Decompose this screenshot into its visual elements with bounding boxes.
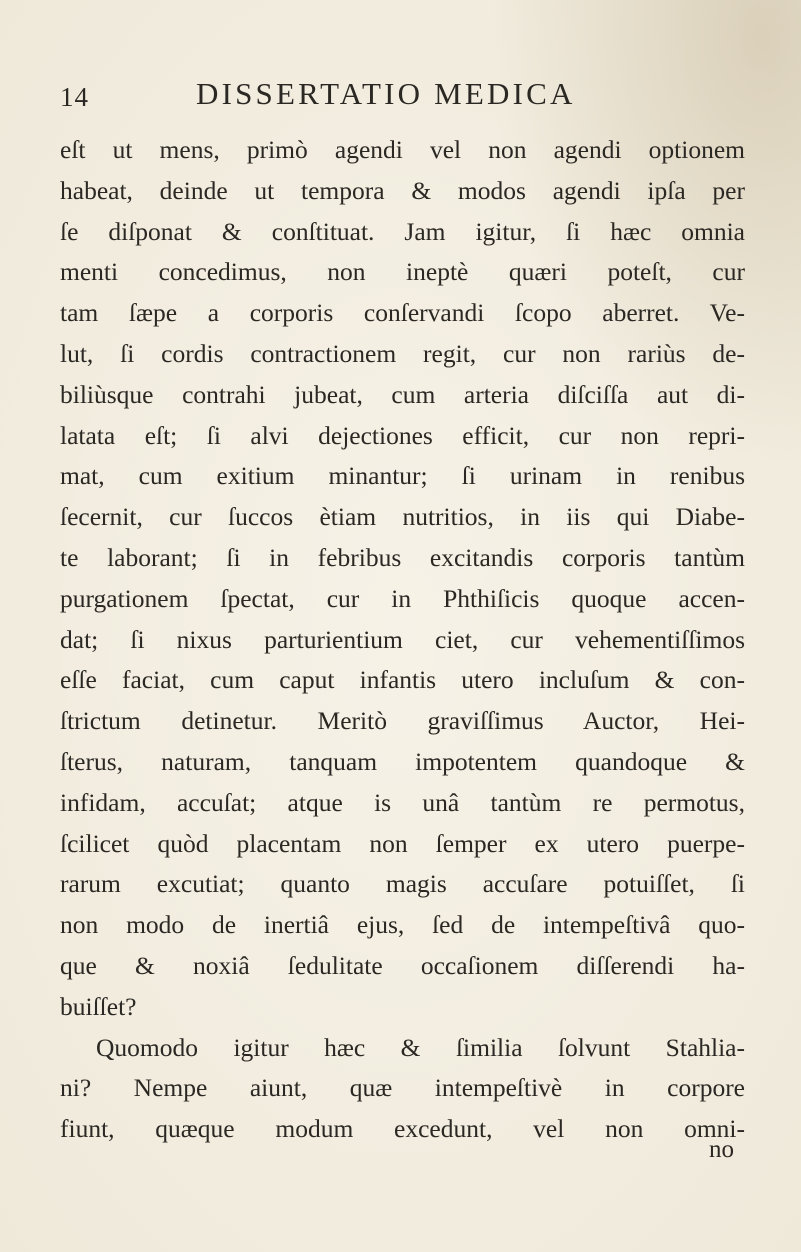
page-header — [0, 74, 801, 114]
text-line: menti concedimus, non ineptè quæri poteſt, cur — [60, 257, 745, 287]
text-line: ſterus, naturam, tanquam impotentem quandoque & — [60, 746, 745, 776]
text-line-paragraph-start: Quomodo igitur hæc & ſimilia ſolvunt Stahlia- — [96, 1032, 745, 1062]
text-line: eſt ut mens, primò agendi vel non agendi optionem — [60, 135, 745, 164]
text-line: tam ſæpe a corporis conſervandi ſcopo aberret. Ve- — [60, 298, 745, 328]
text-line: rarum excutiat; quanto magis accuſare potuiſſet, ſi — [60, 869, 745, 899]
text-line: ſtrictum detinetur. Meritò graviſſimus Auctor, Hei- — [60, 706, 745, 736]
text-line: mat, cum exitium minantur; ſi urinam in renibus — [60, 461, 745, 491]
text-line: infidam, accuſat; atque is unâ tantùm re permotus, — [60, 787, 745, 817]
text-line: dat; ſi nixus parturientium ciet, cur vehementiſſimos — [60, 624, 745, 654]
text-line: que & noxiâ ſedulitate occaſionem diſſerendi ha- — [60, 950, 745, 980]
text-line: non modo de inertiâ ejus, ſed de intempeſtivâ quo- — [60, 910, 745, 940]
text-line: eſſe faciat, cum caput infantis utero incluſum & con- — [60, 665, 745, 695]
text-line: te laborant; ſi in febribus excitandis corporis tantùm — [60, 542, 745, 572]
text-line: fiunt, quæque modum excedunt, vel non omni- — [60, 1114, 745, 1144]
text-line: latata eſt; ſi alvi dejectiones efficit, cur non repri- — [60, 420, 745, 450]
text-line: ſe diſponat & conſtituat. Jam igitur, ſi hæc omnia — [60, 216, 745, 246]
text-line: ſcilicet quòd placentam non ſemper ex utero puerpe- — [60, 828, 745, 858]
body-text — [60, 130, 745, 1150]
text-line-paragraph-end: buiſſet? — [60, 991, 137, 1021]
text-line: biliùsque contrahi jubeat, cum arteria diſciſſa aut di- — [60, 379, 745, 409]
text-line: purgationem ſpectat, cur in Phthiſicis quoque accen- — [60, 583, 745, 613]
running-head: DISSERTATIO MEDICA — [196, 76, 576, 111]
text-line: habeat, deinde ut tempora & modos agendi ipſa per — [60, 175, 745, 205]
text-line: ni? Nempe aiunt, quæ intempeſtivè in corpore — [60, 1073, 745, 1103]
text-line: ſecernit, cur ſuccos ètiam nutritios, in iis qui Diabe- — [60, 502, 745, 532]
catchword: no — [709, 1136, 734, 1163]
text-line: lut, ſi cordis contractionem regit, cur non rariùs de- — [60, 338, 745, 368]
page-number: 14 — [60, 82, 89, 112]
